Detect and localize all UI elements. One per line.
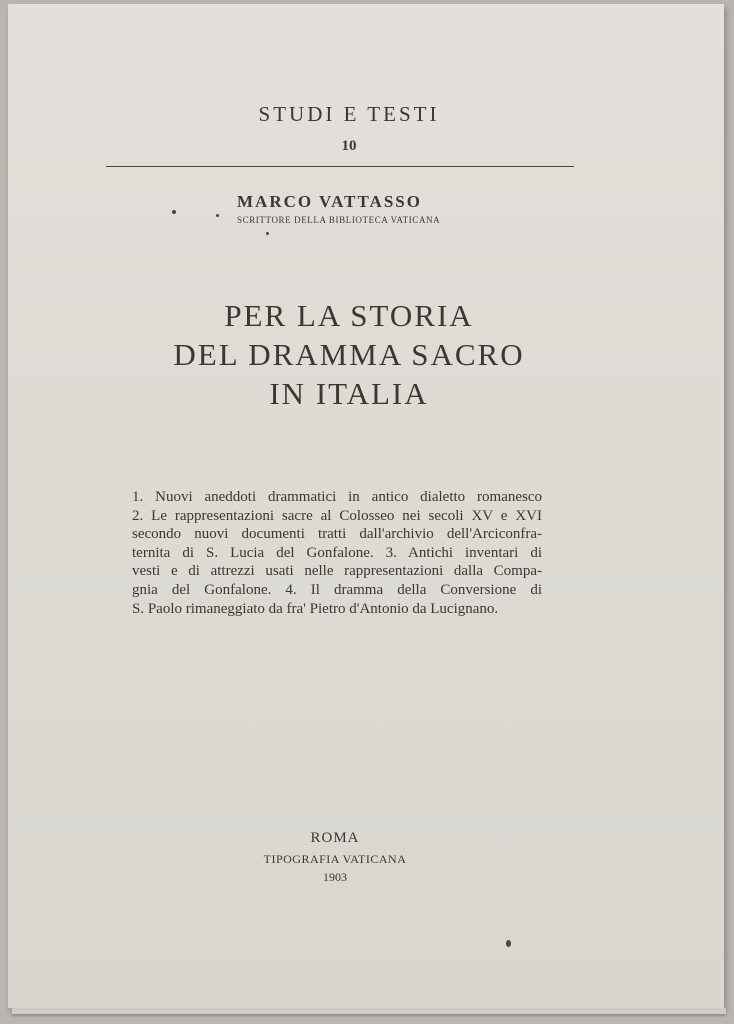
paper-speck	[216, 214, 219, 217]
paper-speck	[506, 940, 511, 947]
imprint-year: 1903	[323, 870, 347, 884]
contents-line: 1. Nuovi aneddoti drammatici in antico dialetto romanesco	[132, 489, 542, 505]
main-title-line: IN ITALIA	[269, 376, 429, 411]
series-title: STUDI E TESTI	[258, 102, 440, 126]
paper-speck	[266, 232, 269, 235]
page-edge	[12, 1008, 726, 1014]
book-cover	[8, 4, 724, 1008]
author-role: SCRITTORE DELLA BIBLIOTECA VATICANA	[237, 215, 441, 225]
contents-line: vesti e di attrezzi usati nelle rappresentazioni dalla Compa-	[132, 563, 542, 580]
author-name: MARCO VATTASSO	[237, 192, 422, 211]
imprint-press: TIPOGRAFIA VATICANA	[263, 852, 407, 866]
contents-summary	[132, 488, 542, 618]
contents-line: 2. Le rappresentazioni sacre al Colosseo nei secoli XV e XVI	[132, 507, 542, 524]
series-number: 10	[341, 138, 357, 154]
contents-line: ternita di S. Lucia del Gonfalone. 3. Antichi inventari di	[132, 544, 542, 561]
imprint-city: ROMA	[310, 830, 360, 846]
main-title-line: DEL DRAMMA SACRO	[173, 337, 525, 372]
main-title	[8, 296, 690, 413]
contents-line: secondo nuovi documenti tratti dall'archivio dell'Arciconfra-	[132, 526, 542, 543]
contents-line: S. Paolo rimaneggiato da fra' Pietro d'Antonio da Lucignano.	[132, 600, 499, 617]
main-title-line: PER LA STORIA	[224, 298, 474, 333]
paper-speck	[172, 210, 176, 214]
horizontal-rule	[106, 166, 574, 167]
contents-line: gnia del Gonfalone. 4. Il dramma della Conversione di	[132, 581, 542, 598]
